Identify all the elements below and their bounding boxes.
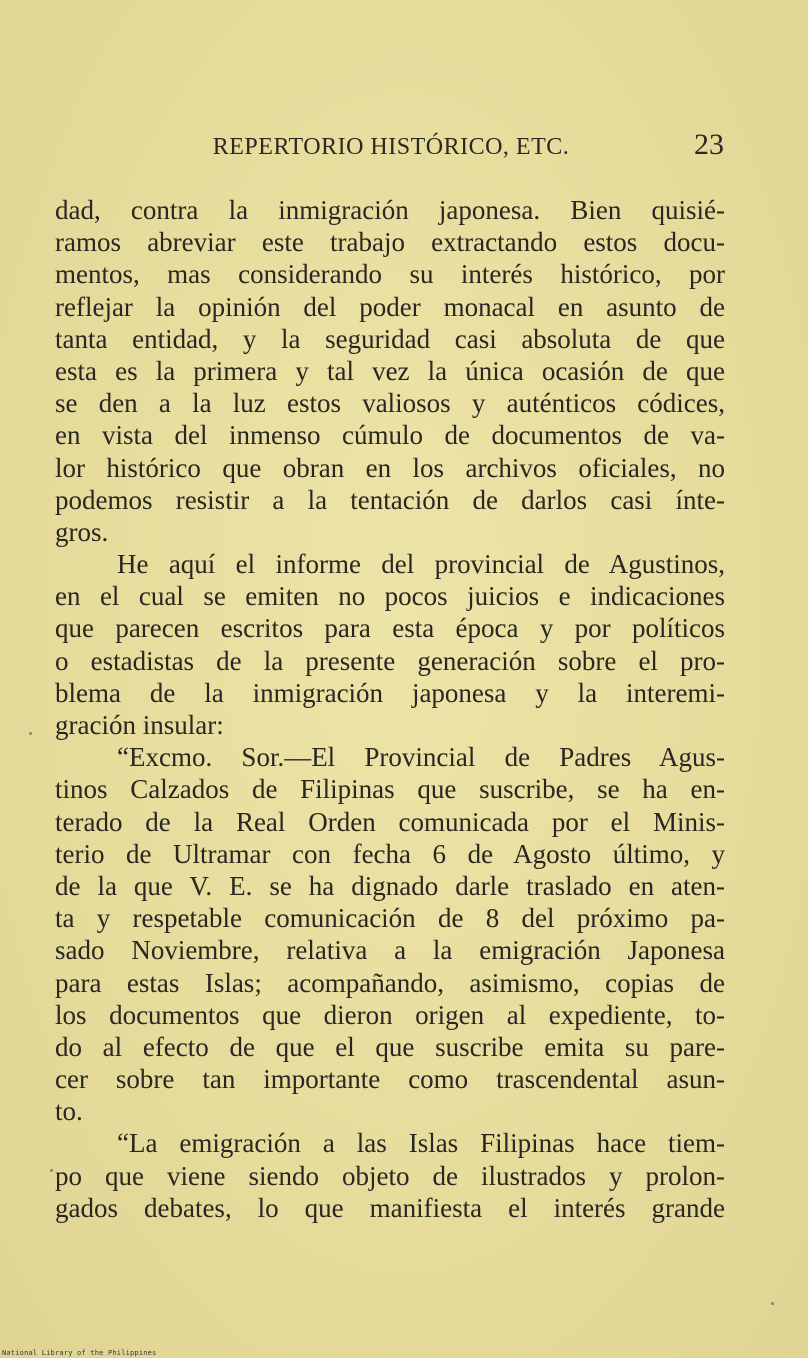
text-line: podemos resistir a la tentación de darlos casi ínte- xyxy=(55,484,725,515)
text-line: tinos Calzados de Filipinas que suscribe, se ha en- xyxy=(55,774,725,805)
library-credit: National Library of the Philippines xyxy=(2,1349,157,1357)
text-line: “La emigración a las Islas Filipinas hace tiem- xyxy=(117,1128,725,1159)
text-line: do al efecto de que el que suscribe emita su pare- xyxy=(55,1031,725,1062)
text-line: los documentos que dieron origen al expediente, to- xyxy=(55,999,725,1030)
paper-speck xyxy=(771,1302,774,1305)
text-line: gración insular: xyxy=(55,710,224,740)
running-title: REPERTORIO HISTÓRICO, ETC. xyxy=(212,134,570,160)
text-line: ta y respetable comunicación de 8 del próximo pa- xyxy=(55,903,725,934)
text-line: que parecen escritos para esta época y por políticos xyxy=(55,613,725,644)
body-text xyxy=(55,194,725,1224)
text-line: en vista del inmenso cúmulo de documentos de va- xyxy=(55,420,725,451)
text-line: gados debates, lo que manifiesta el interés grande xyxy=(55,1192,725,1223)
text-line: terado de la Real Orden comunicada por el Minis- xyxy=(55,806,725,837)
text-line: blema de la inmigración japonesa y la interemi- xyxy=(55,677,725,708)
text-line: He aquí el informe del provincial de Agustinos, xyxy=(117,549,725,580)
text-line: po que viene siendo objeto de ilustrados y prolon- xyxy=(55,1160,725,1191)
text-line: lor histórico que obran en los archivos oficiales, no xyxy=(55,452,725,483)
running-head xyxy=(56,128,726,168)
text-line: de la que V. E. se ha dignado darle traslado en aten- xyxy=(55,870,725,901)
text-line: terio de Ultramar con fecha 6 de Agosto último, y xyxy=(55,838,725,869)
text-line: o estadistas de la presente generación sobre el pro- xyxy=(55,645,725,676)
text-line: ramos abreviar este trabajo extractando estos docu- xyxy=(55,227,725,258)
text-line: cer sobre tan importante como trascendental asun- xyxy=(55,1064,725,1095)
text-line: en el cual se emiten no pocos juicios e indicaciones xyxy=(55,581,725,612)
text-line: para estas Islas; acompañando, asimismo, copias de xyxy=(55,967,725,998)
text-line: dad, contra la inmigración japonesa. Bien quisié- xyxy=(55,195,725,225)
paper-speck xyxy=(29,732,32,735)
text-line: tanta entidad, y la seguridad casi absoluta de que xyxy=(55,323,725,354)
text-line: se den a la luz estos valiosos y auténticos códices, xyxy=(55,388,725,419)
text-line: reflejar la opinión del poder monacal en asunto de xyxy=(55,291,725,322)
text-line: to. xyxy=(55,1096,83,1127)
text-line: mentos, mas considerando su interés histórico, por xyxy=(55,259,725,290)
text-line: gros. xyxy=(55,516,109,547)
text-line: sado Noviembre, relativa a la emigración Japonesa xyxy=(55,935,725,966)
text-line: esta es la primera y tal vez la única ocasión de que xyxy=(55,355,725,386)
text-line: “Excmo. Sor.—El Provincial de Padres Agus- xyxy=(117,742,725,773)
paper-speck xyxy=(50,1169,53,1172)
page-number: 23 xyxy=(694,128,724,161)
